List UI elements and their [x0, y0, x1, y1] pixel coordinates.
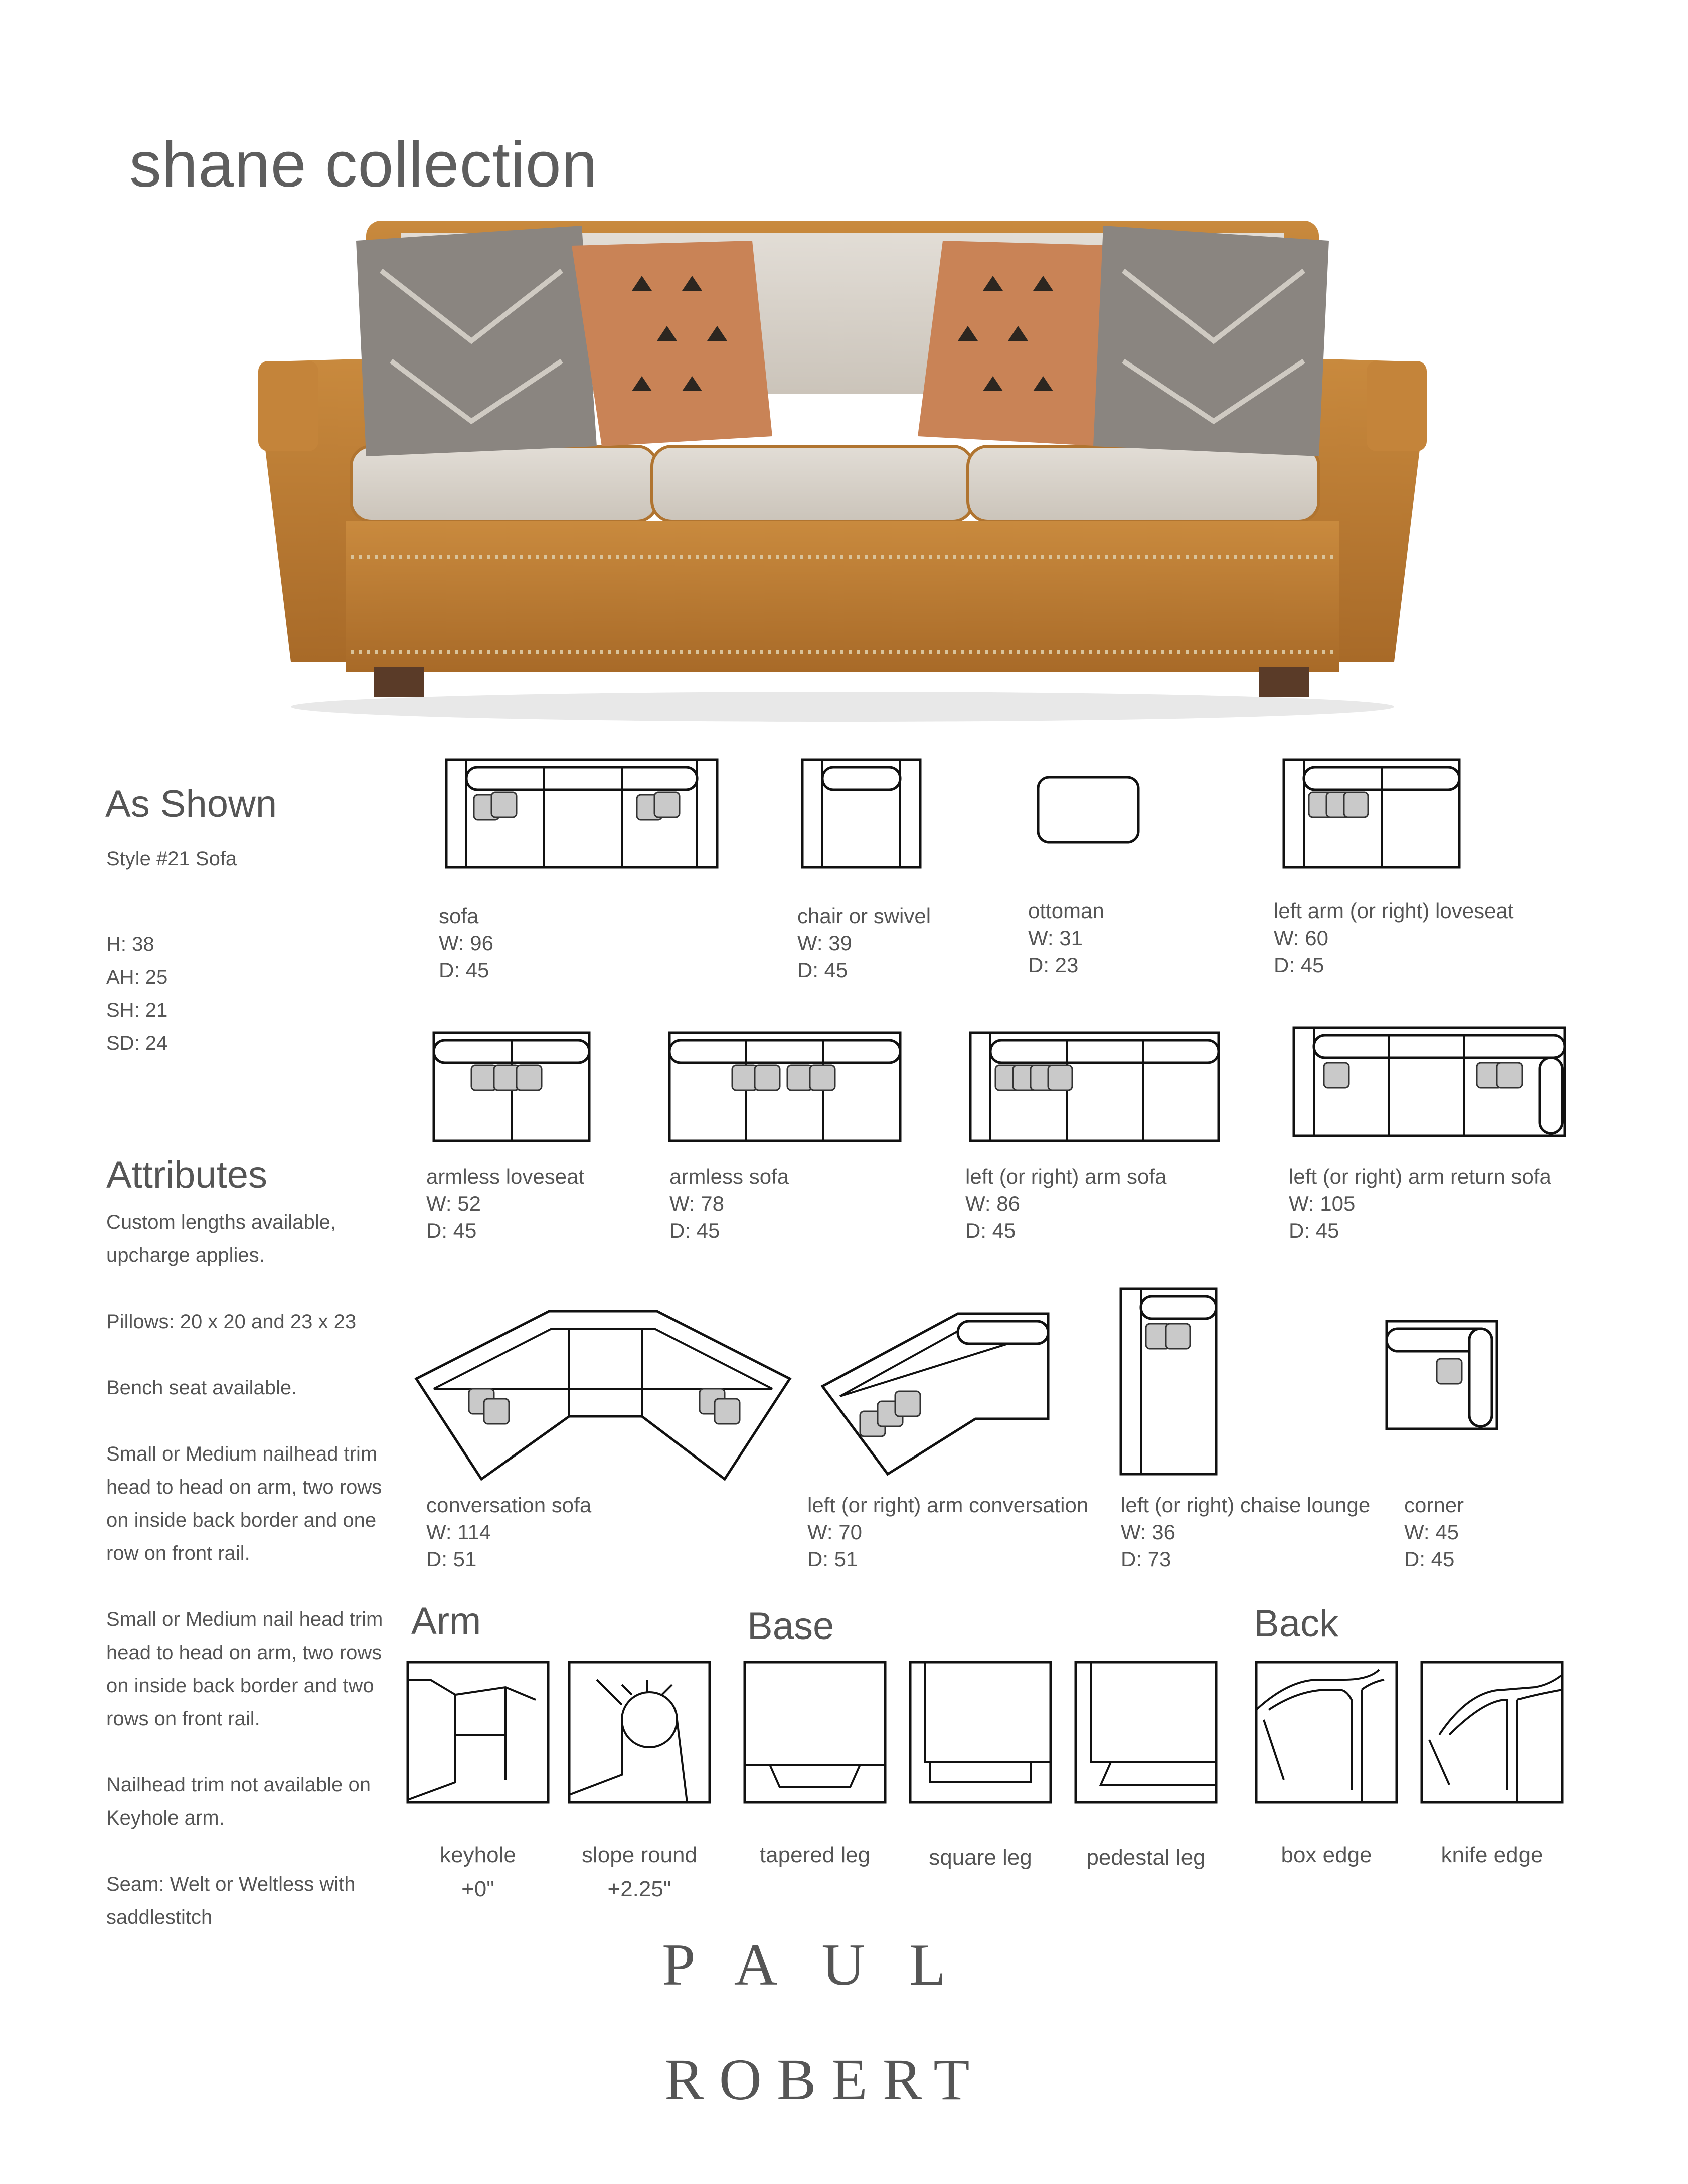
dimension-seat-depth: SD: 24 [106, 1032, 168, 1054]
keyhole-arm-diagram [405, 1660, 551, 1805]
config-label-chair: chair or swivel W: 39 D: 45 [797, 904, 931, 982]
attribute-line: Seam: Welt or Weltless with [106, 1873, 356, 1895]
attribute-line: head to head on arm, two rows [106, 1642, 382, 1664]
style-number: Style #21 Sofa [106, 848, 237, 870]
slope-round-arm-diagram [567, 1660, 712, 1805]
armless-sofa-diagram [667, 1030, 903, 1146]
attribute-line: upcharge applies. [106, 1244, 265, 1266]
sofa-diagram [444, 757, 720, 872]
tapered-leg-caption: tapered leg [759, 1843, 871, 1867]
ottoman-diagram [1036, 775, 1141, 845]
brand-logo-robert: ROBERT [664, 2047, 985, 2112]
knife-edge-back-diagram [1419, 1660, 1565, 1805]
square-leg-caption: square leg [929, 1845, 1032, 1870]
config-label-ottoman: ottoman W: 31 D: 23 [1028, 899, 1104, 977]
config-label-arm-conversation: left (or right) arm conversation W: 70 D: 51 [807, 1493, 1089, 1571]
attribute-line: Custom lengths available, [106, 1211, 336, 1233]
attribute-line: Bench seat available. [106, 1377, 297, 1399]
attribute-line: Nailhead trim not available on [106, 1774, 371, 1796]
attribute-line: head to head on arm, two rows [106, 1476, 382, 1498]
page-title: shane collection [129, 129, 598, 201]
knife-edge-caption: knife edge [1441, 1843, 1543, 1867]
config-label-sofa: sofa W: 96 D: 45 [439, 904, 493, 982]
left-arm-loveseat-diagram [1281, 757, 1462, 872]
brand-logo-paul: PAUL [662, 1931, 990, 1998]
slope-round-caption: slope round +2.25" [582, 1843, 697, 1901]
dimension-height: H: 38 [106, 933, 154, 955]
box-edge-back-diagram [1254, 1660, 1399, 1805]
dimension-seat-height: SH: 21 [106, 999, 168, 1021]
armless-loveseat-diagram [431, 1030, 592, 1146]
attribute-line: rows on front rail. [106, 1708, 260, 1730]
left-arm-conversation-diagram [820, 1311, 1051, 1477]
config-label-armless-sofa: armless sofa W: 78 D: 45 [669, 1165, 789, 1242]
base-heading: Base [747, 1605, 834, 1648]
config-label-left-arm-loveseat: left arm (or right) loveseat W: 60 D: 45 [1274, 899, 1514, 977]
arm-heading: Arm [411, 1600, 481, 1643]
config-label-corner: corner W: 45 D: 45 [1404, 1493, 1464, 1571]
keyhole-caption: keyhole +0" [440, 1843, 516, 1901]
chaise-lounge-diagram [1118, 1286, 1219, 1477]
tapered-leg-diagram [742, 1660, 888, 1805]
attribute-line: Keyhole arm. [106, 1807, 225, 1829]
corner-diagram [1384, 1319, 1499, 1434]
pedestal-leg-diagram [1073, 1660, 1219, 1805]
attributes-heading: Attributes [106, 1154, 268, 1196]
config-label-chaise-lounge: left (or right) chaise lounge W: 36 D: 73 [1121, 1493, 1371, 1571]
as-shown-heading: As Shown [105, 783, 277, 825]
left-arm-return-sofa-diagram [1291, 1025, 1567, 1141]
sofa-product-image [251, 211, 1434, 732]
attribute-line: on inside back border and one [106, 1509, 377, 1531]
config-label-armless-loveseat: armless loveseat W: 52 D: 45 [426, 1165, 585, 1242]
left-arm-sofa-diagram [968, 1030, 1221, 1146]
attribute-line: on inside back border and two [106, 1675, 374, 1697]
back-heading: Back [1254, 1602, 1338, 1645]
config-label-return-sofa: left (or right) arm return sofa W: 105 D: 45 [1289, 1165, 1551, 1242]
attribute-line: saddlestitch [106, 1906, 213, 1928]
box-edge-caption: box edge [1281, 1843, 1372, 1867]
dimension-arm-height: AH: 25 [106, 966, 168, 988]
attributes-text [106, 1206, 383, 1934]
conversation-sofa-diagram [414, 1309, 795, 1484]
config-label-conversation-sofa: conversation sofa W: 114 D: 51 [426, 1493, 592, 1571]
attribute-line: Small or Medium nail head trim [106, 1608, 383, 1630]
chair-diagram [800, 757, 923, 872]
square-leg-diagram [908, 1660, 1053, 1805]
pedestal-leg-caption: pedestal leg [1086, 1845, 1206, 1870]
attribute-line: row on front rail. [106, 1542, 250, 1564]
attribute-line: Small or Medium nailhead trim [106, 1443, 378, 1465]
attribute-line: Pillows: 20 x 20 and 23 x 23 [106, 1311, 357, 1333]
dimension-list [106, 928, 167, 1060]
config-label-left-arm-sofa: left (or right) arm sofa W: 86 D: 45 [965, 1165, 1167, 1242]
